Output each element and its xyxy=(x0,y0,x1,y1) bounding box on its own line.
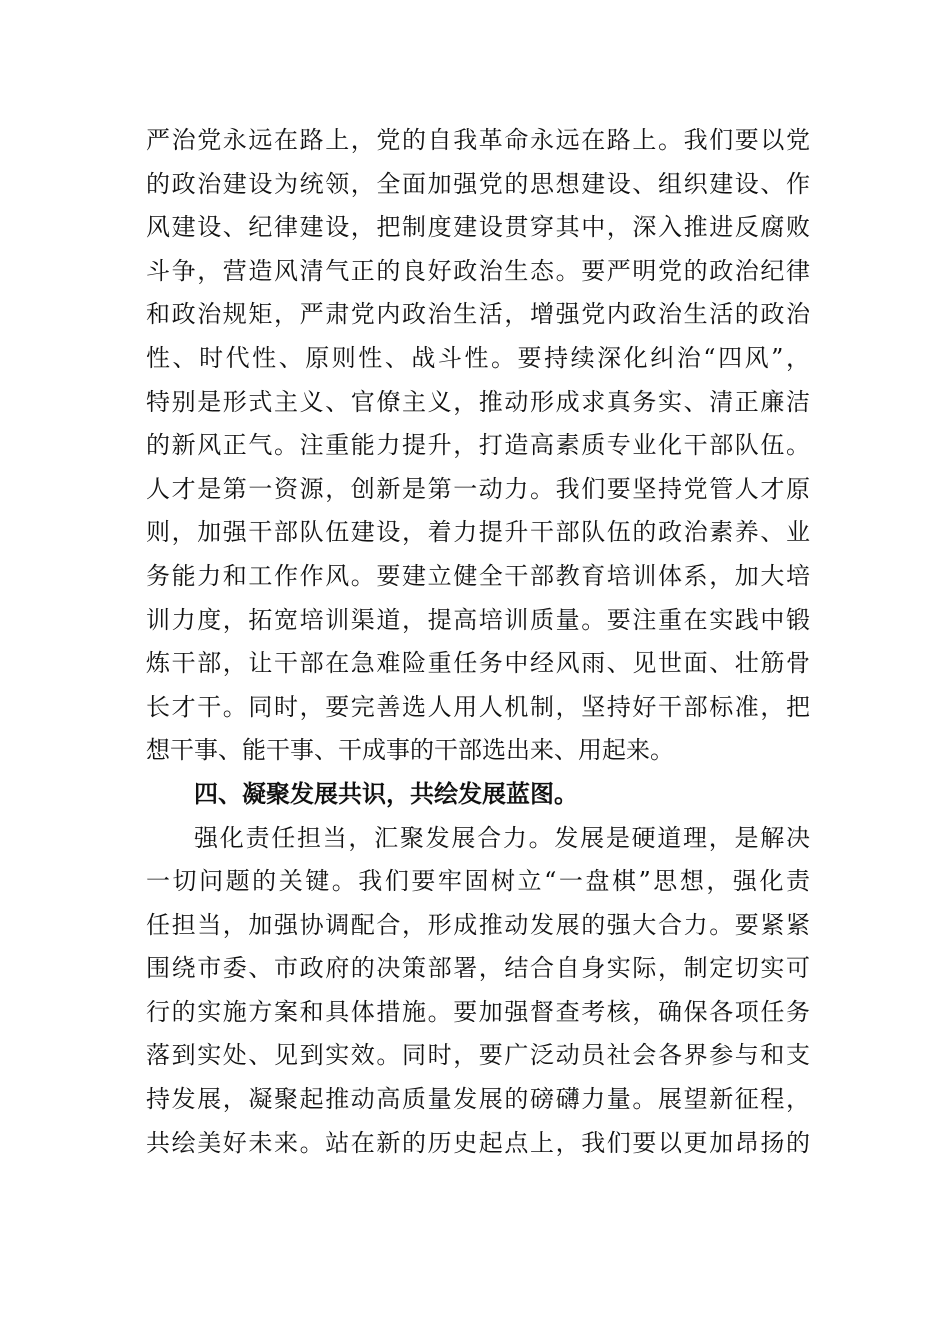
text-line: 风建设、纪律建设，把制度建设贯穿其中，深入推进反腐败 xyxy=(146,213,810,242)
text-line: 持发展，凝聚起推动高质量发展的磅礴力量。展望新征程， xyxy=(146,1085,810,1114)
body-text xyxy=(146,119,810,1165)
paragraph-first-line: 强化责任担当，汇聚发展合力。发展是硬道理，是解决 xyxy=(194,823,810,852)
section-heading: 四、凝聚发展共识，共绘发展蓝图。 xyxy=(194,779,578,808)
text-line: 任担当，加强协调配合，形成推动发展的强大合力。要紧紧 xyxy=(146,910,810,939)
text-line: 共绘美好未来。站在新的历史起点上，我们要以更加昂扬的 xyxy=(146,1128,810,1157)
text-line: 训力度，拓宽培训渠道，提高培训质量。要注重在实践中锻 xyxy=(146,605,810,634)
text-line: 斗争，营造风清气正的良好政治生态。要严明党的政治纪律 xyxy=(146,256,810,285)
text-line: 炼干部，让干部在急难险重任务中经风雨、见世面、壮筋骨 xyxy=(146,649,810,678)
text-line: 人才是第一资源，创新是第一动力。我们要坚持党管人才原 xyxy=(146,474,810,503)
text-line: 长才干。同时，要完善选人用人机制，坚持好干部标准，把 xyxy=(146,692,810,721)
text-line: 一切问题的关键。我们要牢固树立“一盘棋”思想，强化责 xyxy=(146,867,810,896)
text-line: 行的实施方案和具体措施。要加强督查考核，确保各项任务 xyxy=(146,997,810,1026)
text-line: 的新风正气。注重能力提升，打造高素质专业化干部队伍。 xyxy=(146,431,810,460)
text-line: 围绕市委、市政府的决策部署，结合自身实际，制定切实可 xyxy=(146,954,810,983)
text-line: 的政治建设为统领，全面加强党的思想建设、组织建设、作 xyxy=(146,169,810,198)
text-line: 则，加强干部队伍建设，着力提升干部队伍的政治素养、业 xyxy=(146,518,810,547)
text-line: 落到实处、见到实效。同时，要广泛动员社会各界参与和支 xyxy=(146,1041,810,1070)
text-line: 性、时代性、原则性、战斗性。要持续深化纠治“四风”， xyxy=(146,343,810,372)
text-line: 和政治规矩，严肃党内政治生活，增强党内政治生活的政治 xyxy=(146,300,810,329)
text-line: 特别是形式主义、官僚主义，推动形成求真务实、清正廉洁 xyxy=(146,387,810,416)
text-line: 想干事、能干事、干成事的干部选出来、用起来。 xyxy=(146,736,674,765)
text-line: 务能力和工作作风。要建立健全干部教育培训体系，加大培 xyxy=(146,561,810,590)
text-line: 严治党永远在路上，党的自我革命永远在路上。我们要以党 xyxy=(146,126,810,154)
